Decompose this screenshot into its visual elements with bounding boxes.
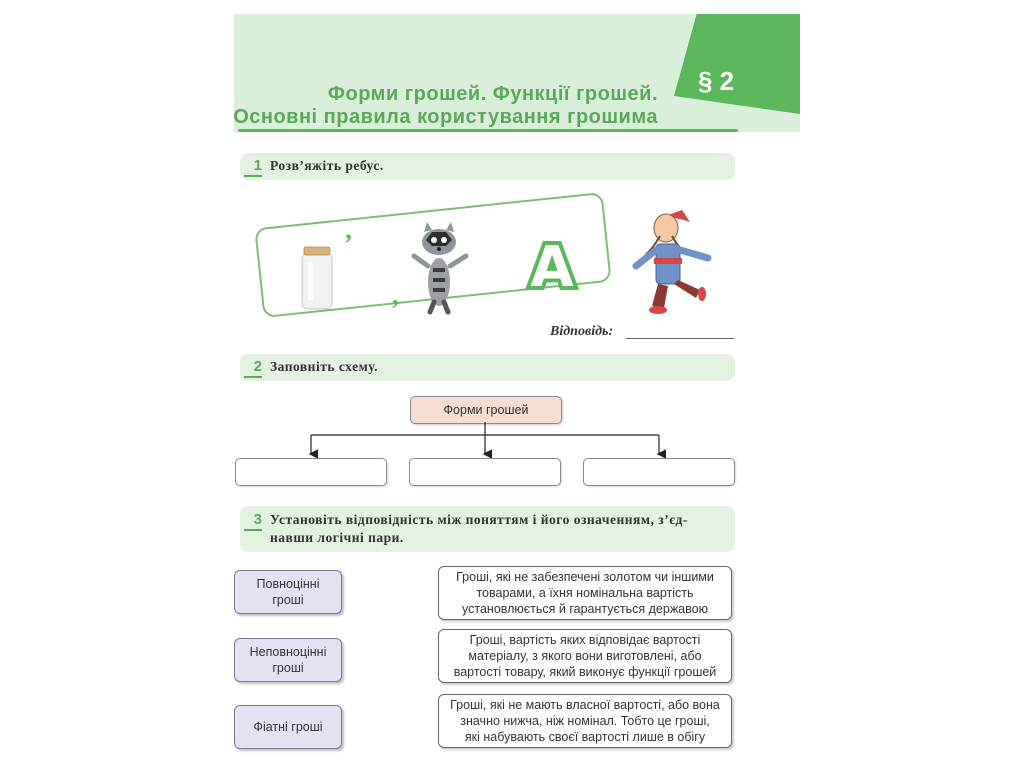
term-line: Фіатні гроші: [253, 720, 323, 734]
definition-line: товарами, а їхня номінальна вартість: [476, 586, 694, 600]
definition-2[interactable]: [438, 629, 732, 683]
task-1-text: Розв’яжіть ребус.: [270, 158, 384, 173]
schema-blank-box-1[interactable]: [235, 458, 387, 486]
term-line: гроші: [272, 593, 304, 607]
workbook-page: [234, 14, 800, 754]
task-3-number-underline: [244, 529, 262, 531]
definition-line: установлюється й гарантується державою: [462, 602, 708, 616]
definition-line: які набувають своєї вартості лише в обігу: [464, 730, 706, 744]
task-3-text-line2: навши логічні пари.: [270, 530, 404, 545]
definition-line: Гроші, які не забезпечені золотом чи іншими: [456, 570, 714, 584]
apostrophe-mark: ’: [344, 229, 353, 258]
schema-connectors: [234, 422, 800, 460]
definition-3[interactable]: [438, 694, 732, 748]
definition-line: значно нижча, ніж номінал. Тобто це гроші,: [460, 714, 710, 728]
comma-mark: ,: [392, 281, 399, 310]
term-line: Повноцінні: [256, 577, 320, 591]
schema-blank-box-2[interactable]: [409, 458, 561, 486]
answer-label: Відповідь:: [550, 324, 614, 339]
task-1-bar: [240, 153, 735, 180]
definition-line: матеріалу, з якого вони виготовлені, або: [468, 649, 702, 663]
task-2-number-underline: [244, 376, 262, 378]
definition-1[interactable]: [438, 566, 732, 620]
answer-field[interactable]: [626, 338, 734, 339]
paragraph-number: § 2: [698, 66, 735, 96]
term-line: Неповноцінні: [249, 645, 327, 659]
section-title-line2: Основні правила користування грошима: [233, 106, 658, 128]
rebus-letter: А: [530, 235, 574, 300]
task-2-text: Заповніть схему.: [270, 359, 379, 374]
rebus-images: [234, 194, 800, 324]
schema-root-box: Форми грошей: [410, 396, 562, 424]
raccoon-image: [414, 222, 466, 312]
term-line: гроші: [272, 661, 304, 675]
term-full-value-money[interactable]: [234, 570, 342, 614]
term-fiat-money[interactable]: [234, 705, 342, 749]
definition-line: вартості товару, який виконує функції грошей: [453, 665, 717, 679]
task-1-number-underline: [244, 175, 262, 177]
jar-image: [302, 247, 332, 309]
task-3-text-line1: Установіть відповідність між поняттям і його означенням, з’єд-: [270, 512, 688, 527]
cossack-image: [636, 210, 708, 314]
paragraph-tab: [674, 14, 800, 114]
task-2-number: 2: [253, 358, 262, 375]
definition-line: Гроші, вартість яких відповідає вартості: [469, 633, 701, 647]
schema-blank-box-3[interactable]: [583, 458, 735, 486]
section-header: [234, 14, 800, 132]
header-underline: [238, 129, 738, 132]
definition-line: Гроші, які не мають власної вартості, або вона: [450, 698, 720, 712]
section-title-line1: Форми грошей. Функції грошей.: [327, 83, 658, 105]
term-token-money[interactable]: [234, 638, 342, 682]
task-2-bar: [240, 354, 735, 381]
task-3-bar: [240, 506, 735, 552]
task-1-number: 1: [253, 157, 262, 174]
task-3-number: 3: [253, 511, 262, 528]
